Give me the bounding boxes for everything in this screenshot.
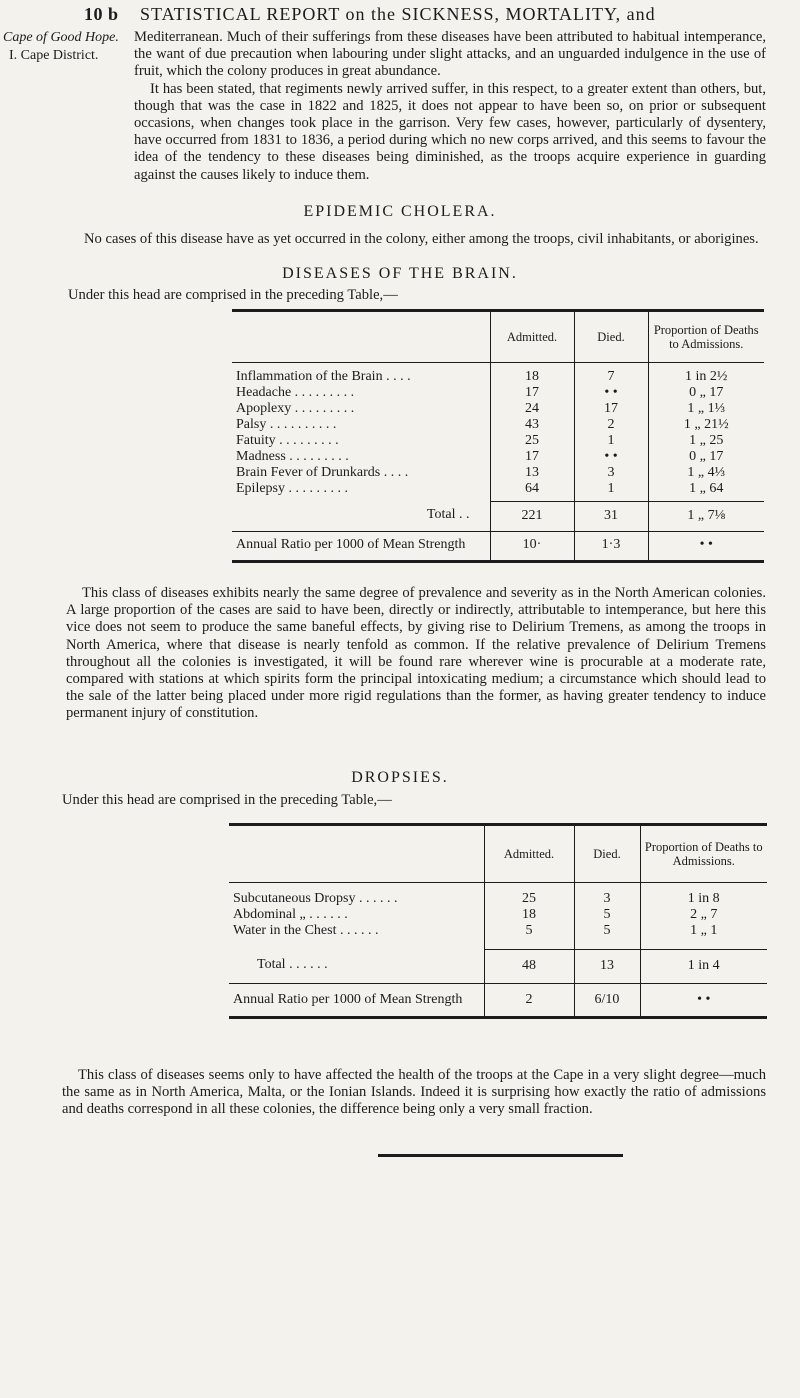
dropsies-total-proportion: 1 in 4 (640, 949, 767, 983)
brain-row-7-died: 1 (574, 481, 648, 501)
dropsies-total-admitted: 48 (484, 949, 574, 983)
intro-paragraph-1: Mediterranean. Much of their sufferings from these diseases have been attributed to habitual intemperance, the want of due precaution when labouring under slight attacks, and an unguarded indulgence in the use of fruit, which the colony produces in great abundance. (134, 29, 766, 80)
dropsies-row-0-name: Subcutaneous Dropsy . . . . . . (229, 883, 484, 908)
cholera-text (68, 231, 764, 248)
dropsies-row-0-admitted: 25 (484, 883, 574, 908)
brain-row-2-died: 17 (574, 401, 648, 417)
margin-district: I. Cape District. (9, 48, 99, 63)
brain-lead: Under this head are comprised in the preceding Table,— (68, 287, 398, 303)
dropsies-row-2-proportion: 1 „ 1 (640, 923, 767, 949)
dropsies-ratio-died: 6/10 (574, 983, 640, 1017)
brain-total-admitted: 221 (490, 501, 574, 531)
dropsies-text (62, 1067, 766, 1119)
page-number: 10 b (84, 4, 119, 24)
brain-total-died: 31 (574, 501, 648, 531)
dropsies-row-1-died: 5 (574, 907, 640, 923)
brain-table (232, 309, 764, 563)
dropsies-row-0-died: 3 (574, 883, 640, 908)
dropsies-col-proportion: Proportion of Deaths to Admissions. (640, 825, 767, 883)
brain-text (66, 585, 766, 723)
brain-row-5-died: • • (574, 449, 648, 465)
brain-row-4-proportion: 1 „ 25 (648, 433, 764, 449)
brain-ratio-admitted: 10· (490, 531, 574, 561)
dropsies-row-1-proportion: 2 „ 7 (640, 907, 767, 923)
dropsies-ratio-admitted: 2 (484, 983, 574, 1017)
dropsies-row-2-admitted: 5 (484, 923, 574, 949)
brain-col-blank (232, 311, 490, 363)
brain-row-0-died: 7 (574, 363, 648, 386)
brain-ratio-name: Annual Ratio per 1000 of Mean Strength (232, 531, 490, 561)
brain-row-2-proportion: 1 „ 1⅓ (648, 401, 764, 417)
brain-row-6-admitted: 13 (490, 465, 574, 481)
dropsies-lead: Under this head are comprised in the preceding Table,— (62, 792, 392, 808)
brain-row-0-proportion: 1 in 2½ (648, 363, 764, 386)
brain-row-1-proportion: 0 „ 17 (648, 385, 764, 401)
brain-paragraph: This class of diseases exhibits nearly the same degree of prevalence and severity as in the North American colonies. A large proportion of the cases are said to have been, directly or indirectly, attributable to intemperance, but here this vice does not seem to produce the same baneful effects, by giving rise to Delirium Tremens, as among the troops in North America, where that disease is nearly tenfold as common. If the relative prevalence of Delirium Tremens throughout all the colonies is investigated, it will be found rare wherever wine is procurable at a moderate rate, compared with stations at which spirits form the principal intoxicating medium; a circumstance which should lead to the sale of the latter being placed under more rigid regulations than the former, as having greater tendency to induce permanent injury of constitution. (66, 585, 766, 722)
brain-col-died: Died. (574, 311, 648, 363)
dropsies-row-1-admitted: 18 (484, 907, 574, 923)
brain-row-1-name: Headache . . . . . . . . . (236, 385, 355, 400)
dropsies-total-name: Total . . . . . . (257, 957, 328, 972)
brain-row-0-name: Inflammation of the Brain . . . . (232, 363, 490, 386)
dropsies-col-died: Died. (574, 825, 640, 883)
brain-row-5-proportion: 0 „ 17 (648, 449, 764, 465)
intro-paragraph-2: It has been stated, that regiments newly arrived suffer, in this respect, to a greater extent than others, but, though that was the case in 1822 and 1825, it does not appear to have been so, on prior or subsequent occasions, when changes took place in the garrison. Very few cases, however, particularly of dysentery, have occurred from 1831 to 1836, a period during which no new corps arrived, and this seems to favour the idea of the tendency to these diseases being diminished, as the troops acquire experience in guarding against the causes likely to induce them. (134, 80, 766, 183)
brain-row-2-name: Apoplexy . . . . . . . . . (236, 401, 355, 416)
dropsies-col-blank (229, 825, 484, 883)
brain-row-7-proportion: 1 „ 64 (648, 481, 764, 501)
margin-colony: Cape of Good Hope. (3, 30, 119, 45)
brain-row-5-name: Madness . . . . . . . . . (236, 449, 349, 464)
dropsies-total-died: 13 (574, 949, 640, 983)
brain-row-3-name: Palsy . . . . . . . . . . (236, 417, 337, 432)
dropsies-heading: DROPSIES. (351, 769, 449, 786)
brain-row-0-admitted: 18 (490, 363, 574, 386)
dropsies-row-1-name: Abdominal „ . . . . . . (233, 907, 348, 922)
brain-row-4-name: Fatuity . . . . . . . . . (236, 433, 339, 448)
brain-total-proportion: 1 „ 7⅛ (648, 501, 764, 531)
dropsies-row-2-name: Water in the Chest . . . . . . (233, 923, 379, 938)
dropsies-ratio-proportion: • • (640, 983, 767, 1017)
closing-rule (378, 1154, 623, 1157)
dropsies-ratio-name: Annual Ratio per 1000 of Mean Strength (229, 983, 484, 1017)
brain-row-2-admitted: 24 (490, 401, 574, 417)
brain-row-3-proportion: 1 „ 21½ (648, 417, 764, 433)
brain-row-6-died: 3 (574, 465, 648, 481)
running-title: STATISTICAL REPORT on the SICKNESS, MORTALITY, and (140, 4, 656, 24)
dropsies-table (229, 823, 767, 1019)
brain-col-proportion: Proportion of Deaths to Admissions. (648, 311, 764, 363)
brain-col-admitted: Admitted. (490, 311, 574, 363)
brain-row-3-admitted: 43 (490, 417, 574, 433)
brain-row-4-died: 1 (574, 433, 648, 449)
dropsies-row-0-proportion: 1 in 8 (640, 883, 767, 908)
brain-row-7-admitted: 64 (490, 481, 574, 501)
brain-row-7-name: Epilepsy . . . . . . . . . (236, 481, 348, 496)
dropsies-paragraph: This class of diseases seems only to have affected the health of the troops at the Cape in a very slight degree—much the same as in North America, Malta, or the Ionian Islands. Indeed it is surprising how exactly the ratio of admissions and deaths correspond in all these colonies, the difference being only a very small fraction. (62, 1067, 766, 1118)
cholera-paragraph: No cases of this disease have as yet occurred in the colony, either among the troops, civil inhabitants, or aborigines. (84, 231, 759, 247)
cholera-heading: EPIDEMIC CHOLERA. (303, 203, 497, 220)
brain-ratio-died: 1·3 (574, 531, 648, 561)
brain-heading: DISEASES OF THE BRAIN. (282, 265, 518, 282)
brain-row-1-died: • • (574, 385, 648, 401)
brain-row-6-name: Brain Fever of Drunkards . . . . (236, 465, 409, 480)
brain-row-6-proportion: 1 „ 4⅓ (648, 465, 764, 481)
brain-total-name: Total . . (426, 507, 470, 522)
brain-row-1-admitted: 17 (490, 385, 574, 401)
brain-ratio-proportion: • • (648, 531, 764, 561)
brain-row-4-admitted: 25 (490, 433, 574, 449)
brain-row-5-admitted: 17 (490, 449, 574, 465)
brain-row-3-died: 2 (574, 417, 648, 433)
dropsies-row-2-died: 5 (574, 923, 640, 949)
dropsies-col-admitted: Admitted. (484, 825, 574, 883)
intro-paragraph (134, 29, 766, 184)
